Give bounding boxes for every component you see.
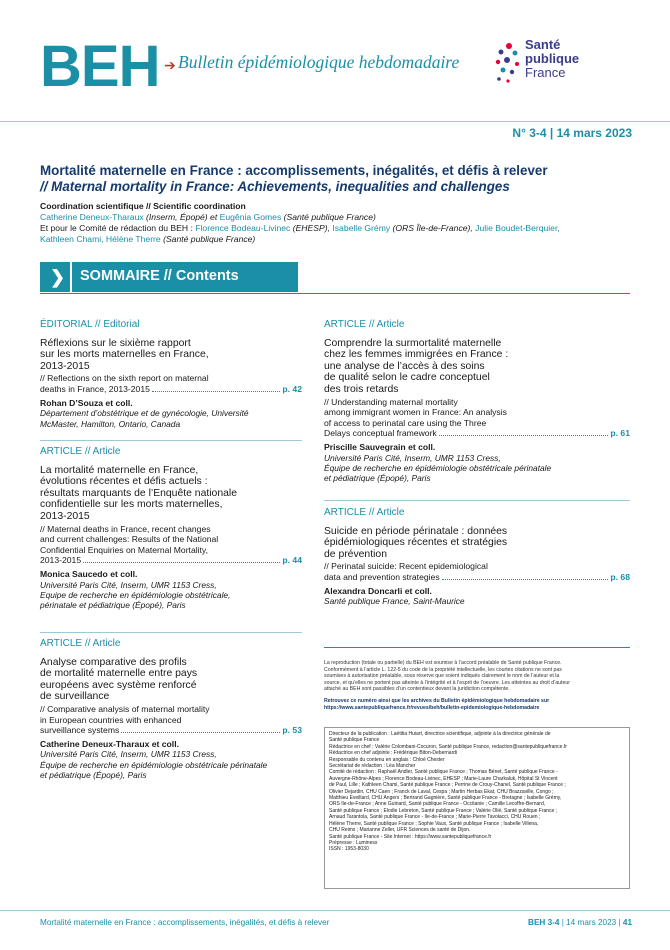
legal-separator — [324, 647, 630, 648]
chevron-right-icon: ❯ — [50, 267, 66, 287]
title-line: Réflexions sur le sixième rapport — [40, 337, 191, 349]
masthead-line: Directeur de la publication : Laëtitia Huiart, directrice scientifique, adjointe à la directrice générale de — [329, 731, 551, 737]
aff-line: et pédiatrique (Épopé), Paris — [40, 770, 147, 781]
committee-intro: Et pour le Comité de rédaction du BEH : — [40, 223, 196, 233]
title-line: chez les femmes immigrées en France : — [324, 349, 509, 361]
committee-affiliation: (ORS Île-de-France), — [390, 223, 476, 233]
leader-dots — [152, 391, 281, 392]
entry-author: Rohan D’Souza et coll. — [40, 397, 133, 408]
title-line: une analyse de l’accès à des soins — [324, 360, 485, 372]
en-line: // Understanding maternal mortality — [324, 396, 458, 407]
footer-title: Mortalité maternelle en France : accomplissements, inégalités, et défis à relever — [40, 918, 330, 927]
title-line: de surveillance — [40, 691, 110, 703]
archive-link[interactable]: https://www.santepubliquefrance.fr/revues/beh/bulletin-epidemiologique-hebdomadaire — [324, 704, 540, 711]
masthead-line: ORS Île-de-France ; Anne Guinard, Santé publique France - Occitanie ; Camille Lecoffre-Bernard, — [329, 801, 546, 808]
title-line: La mortalité maternelle en France, — [40, 464, 199, 476]
legal-line: soumises à autorisation préalable, sous réserve que soient indiqués clairement le nom de l’auteur et la — [324, 673, 560, 680]
committee-name: Isabelle Grémy — [332, 223, 391, 233]
coordinator-name: Catherine Deneux-Tharaux — [40, 212, 144, 222]
title-line: épidémiologiques récentes et stratégies — [324, 537, 508, 549]
entry-type: ÉDITORIAL // Editorial — [40, 319, 140, 330]
masthead-line: Santé publique France ; Élodie Lebreton, Santé publique France ; Valérie Olié, Santé publique France ; — [329, 807, 558, 814]
masthead-line: Hélène Therre, Santé publique France ; Sophie Vaux, Santé publique France ; Isabelle Villena, — [329, 820, 539, 827]
en-line: data and prevention strategies — [324, 571, 440, 582]
masthead-line: Olivier Dejardin, CHU Caen ; Franck de Laval, Cespa ; Martin Herbas Ekat, CHU Brazzaville, Congo ; — [329, 788, 554, 795]
en-line: surveillance systems — [40, 725, 120, 736]
committee-affiliation: (EHESP), — [290, 223, 333, 233]
toc-entry[interactable] — [324, 508, 630, 607]
title-line: de qualité selon le cadre conceptuel — [324, 372, 490, 384]
entry-type: ARTICLE // Article — [324, 319, 405, 330]
masthead-line: Auvergne-Rhône-Alpes ; Florence Bodeau-Livinec, EHESP ; Marie-Laure Charkaluk, Hôpital St Vincent — [329, 775, 558, 782]
committee-name: Florence Bodeau-Livinec — [195, 223, 291, 233]
aff-line: périnatale et pédiatrique (Épopé), Paris — [40, 600, 186, 611]
page-link[interactable]: p. 61 — [610, 428, 630, 439]
coordination-label: Coordination scientifique // Scientific coordination — [40, 201, 246, 211]
arrow-icon: ➔ — [164, 57, 176, 73]
coordinator-affiliation: (Santé publique France) — [281, 212, 376, 222]
masthead-line: Santé publique France — [329, 737, 380, 744]
legal-notice — [324, 660, 630, 711]
masthead-line: Rédactrice en chef : Valérie Colombani-Cocuron, Santé publique France, redaction@santepubliquefrance.fr — [329, 743, 567, 750]
masthead-line: Responsable du contenu en anglais : Chloé Chester — [329, 756, 445, 763]
entry-title-en — [324, 397, 630, 439]
logo-text-line: Santé — [525, 37, 561, 52]
legal-line: La reproduction (totale ou partielle) du BEH est soumise à l’accord préalable de Santé publique France. — [324, 660, 562, 666]
entry-type: ARTICLE // Article — [40, 638, 121, 649]
toc-entry[interactable] — [40, 639, 302, 781]
sommaire-label: SOMMAIRE // Contents — [80, 268, 239, 284]
entry-affiliation — [324, 453, 630, 484]
entry-type: ARTICLE // Article — [40, 446, 121, 457]
beh-logo: BEH — [40, 34, 160, 99]
en-line: // Maternal deaths in France, recent changes — [40, 523, 211, 534]
toc-entry[interactable] — [40, 320, 302, 429]
title-line: résultats marquants de l’Enquête nationale — [40, 487, 237, 499]
issue-title-fr: Mortalité maternelle en France : accomplissements, inégalités, et défis à relever — [40, 163, 548, 178]
coordinator-name: Eugênia Gomes — [219, 212, 282, 222]
entry-title-fr[interactable] — [324, 338, 630, 396]
title-line: évolutions récentes et défis actuels : — [40, 476, 208, 488]
sante-publique-france-logo — [493, 38, 633, 88]
title-line: Suicide en période périnatale : données — [324, 525, 508, 537]
en-line: among immigrant women in France: An analysis — [324, 407, 507, 418]
title-line: des trois retards — [324, 383, 399, 395]
title-line: de mortalité maternelle entre pays — [40, 668, 198, 680]
title-line: européens avec système renforcé — [40, 679, 197, 691]
leader-dots — [121, 732, 280, 733]
coordination-block — [40, 201, 600, 245]
masthead-line: de Paul, Lille ; Kathleen Chami, Santé publique France ; Perrine de Crouy-Chanel, Santé publique France ; — [329, 782, 566, 789]
coordinator-affiliation: (Inserm, Épopé) et — [143, 212, 220, 222]
title-line: 2013-2015 — [40, 360, 90, 372]
committee-name: Julie Boudet-Berquier, — [475, 223, 560, 233]
aff-line: Université Paris Cité, Inserm, UMR 1153 Cress, — [40, 579, 217, 590]
aff-line: Equipe de recherche en épidémiologie obstétricale, — [40, 589, 231, 600]
title-line: de prévention — [324, 548, 387, 560]
masthead-line: Arnaud Tarantola, Santé publique France - Île-de-France ; Marie-Pierre Tavolacci, CHU Rouen ; — [329, 814, 541, 821]
sommaire-banner — [40, 262, 298, 292]
legal-line: attaché au BEH sont passibles d’un contentieux devant la juridiction compétente. — [324, 686, 510, 693]
leader-dots — [442, 579, 609, 580]
title-line: Analyse comparative des profils — [40, 656, 187, 668]
aff-line: Santé publique France, Saint-Maurice — [324, 596, 465, 607]
en-line: in European countries with enhanced — [40, 714, 182, 725]
legal-line: Conformément à l’article L. 122-5 du code de la propriété intellectuelle, les courtes citations ne sont pas — [324, 666, 562, 673]
entry-title-fr[interactable] — [40, 465, 302, 523]
archive-text: Retrouvez ce numéro ainsi que les archives du Bulletin épidémiologique hebdomadaire sur — [324, 697, 550, 704]
masthead-line: Secrétariat de rédaction : Léa Mancher — [329, 763, 416, 770]
en-line: Delays conceptual framework — [324, 428, 437, 439]
entry-author: Alexandra Doncarli et coll. — [324, 585, 432, 596]
page-number: 41 — [622, 918, 632, 927]
masthead-line: Rédactrice en chef adjointe : Frédérique Biton-Debernardi — [329, 750, 458, 757]
title-line: confidentielle sur les morts maternelles, — [40, 499, 223, 511]
masthead-line: Comité de rédaction : Raphaël Andler, Santé publique France ; Thomas Bénet, Santé publique France - — [329, 769, 558, 776]
entry-separator — [40, 632, 302, 633]
footer-issue: BEH 3-4 — [528, 918, 560, 927]
aff-line: et pédiatrique (Épopé), Paris — [324, 473, 431, 484]
toc-entry[interactable] — [324, 320, 630, 484]
footer-issue-info — [528, 918, 632, 927]
entry-type: ARTICLE // Article — [324, 507, 405, 518]
title-line: 2013-2015 — [40, 510, 90, 522]
logo-text-line: publique — [525, 51, 580, 66]
en-line: deaths in France, 2013-2015 — [40, 383, 150, 394]
page-link[interactable]: p. 53 — [282, 725, 302, 736]
title-line: Comprendre la surmortalité maternelle — [324, 337, 502, 349]
committee-affiliation: (Santé publique France) — [160, 234, 256, 244]
en-line: // Reflections on the sixth report on maternal — [40, 373, 209, 384]
entry-title-fr[interactable] — [40, 657, 302, 703]
issue-number: N° 3-4 | 14 mars 2023 — [512, 126, 632, 140]
en-line: // Perinatal suicide: Recent epidemiological — [324, 561, 488, 572]
masthead-line: ISSN : 1953-8030 — [329, 846, 369, 853]
entry-separator — [40, 440, 302, 441]
masthead-box — [324, 727, 630, 889]
entry-title-en — [40, 524, 302, 566]
entry-title-fr[interactable] — [40, 338, 302, 373]
page-link[interactable]: p. 68 — [610, 571, 630, 582]
entry-title-en — [324, 561, 630, 582]
entry-author: Monica Saucedo et coll. — [40, 568, 138, 579]
banner-divider — [70, 262, 72, 292]
journal-subtitle: Bulletin épidémiologique hebdomadaire — [178, 52, 460, 72]
aff-line: Équipe de recherche en épidémiologie obstétricale périnatale — [40, 759, 268, 770]
masthead-line: Santé publique France - Site Internet : https://www.santepubliquefrance.fr — [329, 833, 492, 840]
leader-dots — [83, 562, 280, 563]
entry-affiliation — [40, 749, 302, 780]
entry-title-en — [40, 704, 302, 736]
entry-title-en — [40, 373, 302, 394]
en-line: and current challenges: Results of the National — [40, 534, 219, 545]
entry-author: Priscille Sauvegrain et coll. — [324, 441, 436, 452]
masthead-line: CHU Reims ; Marianne Zeller, UFR Sciences de santé de Dijon. — [329, 827, 471, 834]
header-rule — [0, 121, 670, 122]
masthead-line: Prépresse : Luminess — [329, 839, 378, 846]
issue-title-en: // Maternal mortality in France: Achievements, inequalities and challenges — [40, 179, 510, 194]
logo-text-line: France — [525, 65, 566, 80]
aff-line: Équipe de recherche en épidémiologie obstétricale périnatale — [324, 462, 552, 473]
entry-title-fr[interactable] — [324, 526, 630, 561]
en-line: of access to perinatal care using the Three — [324, 417, 487, 428]
committee-name: Kathleen Chami, Hélène Therre — [40, 234, 161, 244]
aff-line: Université Paris Cité, Inserm, UMR 1153 Cress, — [40, 749, 217, 760]
entry-affiliation — [324, 596, 630, 606]
title-line: sur les morts maternelles en France, — [40, 349, 209, 361]
footer-sep: | — [618, 918, 623, 927]
footer-sep: | — [561, 918, 567, 927]
toc-entry[interactable] — [40, 447, 302, 611]
dots-icon — [493, 40, 523, 86]
footer-rule — [0, 910, 670, 911]
aff-line: Département d’obstétrique et de gynécologie, Université — [40, 408, 249, 419]
entry-author: Catherine Deneux-Tharaux et coll. — [40, 738, 179, 749]
page-link[interactable]: p. 42 — [282, 383, 302, 394]
en-line: // Comparative analysis of maternal mortality — [40, 703, 210, 714]
footer-date: 14 mars 2023 — [566, 918, 617, 927]
legal-line: source, et qu’elles ne portent pas atteinte à l’intégrité et à l’esprit de l’oeuvre. Les atteintes au droit d’auteur — [324, 679, 570, 686]
aff-line: McMaster, Hamilton, Ontario, Canada — [40, 418, 181, 429]
en-line: Confidential Enquiries on Maternal Mortality, — [40, 544, 208, 555]
masthead-line: Matthieu Eveillard, CHU Angers ; Bertrand Gagnière, Santé publique France - Bretagne ; Isabelle Grémy, — [329, 795, 562, 802]
entry-affiliation — [40, 408, 302, 429]
leader-dots — [439, 435, 609, 436]
entry-separator — [324, 500, 630, 501]
aff-line: Université Paris Cité, Inserm, UMR 1153 Cress, — [324, 452, 501, 463]
page-link[interactable]: p. 44 — [282, 555, 302, 566]
en-line: 2013-2015 — [40, 555, 82, 566]
entry-affiliation — [40, 580, 302, 611]
sommaire-rule — [40, 293, 630, 294]
